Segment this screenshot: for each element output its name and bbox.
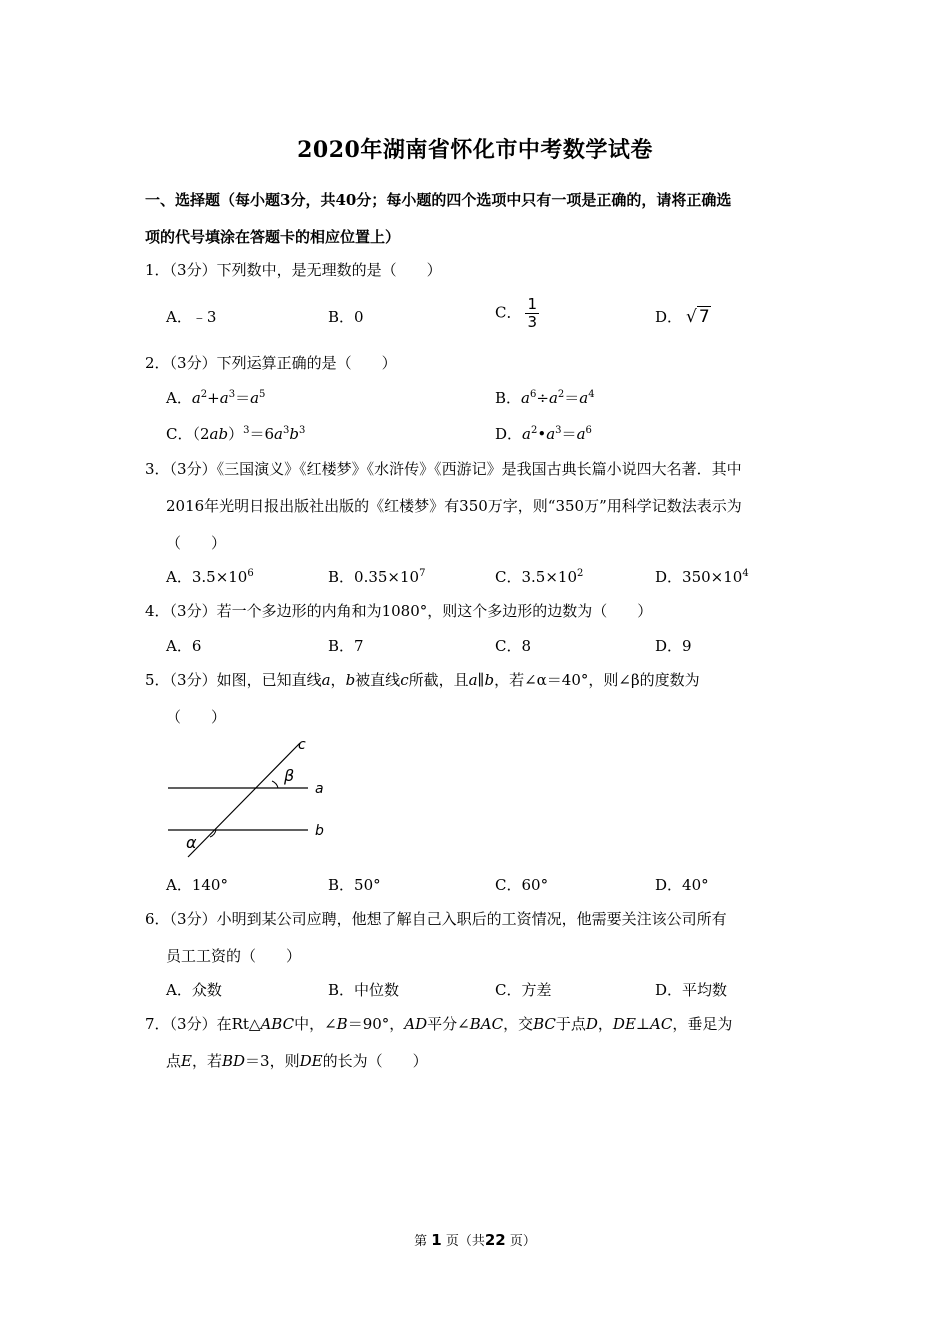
var-b: b <box>345 671 356 689</box>
q1-option-b: B．0 <box>328 308 364 326</box>
q2-stem: 2．（3分）下列运算正确的是（ ） <box>145 354 397 372</box>
var-de: DE <box>299 1052 323 1070</box>
q6-stem-line1: 6．（3分）小明到某公司应聘，他想了解自己入职后的工资情况，他需要关注该公司所有 <box>145 910 727 928</box>
q3-stem-line1: 3．（3分）《三国演义》《红楼梦》《水浒传》《西游记》是我国古典长篇小说四大名著．其中 <box>145 460 742 478</box>
q1-option-d-prefix: D． <box>655 308 683 326</box>
q1-option-d <box>655 307 711 327</box>
q5-stem-text: 5．（3分）如图，已知直线 <box>145 671 322 689</box>
q1-option-c <box>495 296 539 331</box>
fraction-denominator: 3 <box>527 313 538 331</box>
q4-stem: 4．（3分）若一个多边形的内角和为1080°，则这个多边形的边数为（ ） <box>145 602 653 620</box>
q7-stem-line1 <box>145 1014 732 1034</box>
q7-text: ，交 <box>503 1015 534 1033</box>
var-bac: BAC <box>469 1015 504 1033</box>
q2-option-c: C．$(2ab)^3=6a^3b^3$ <box>166 425 306 443</box>
q2-option-c-prefix: C． <box>166 425 193 443</box>
var-abc: ABC <box>260 1015 295 1033</box>
q5-stem-line2: （ ） <box>166 708 227 726</box>
q2-option-d: D．$a^2•a^3=a^6$ <box>495 425 592 443</box>
q5-option-d: D．40° <box>655 876 709 894</box>
q7-text: 于点 <box>555 1015 586 1033</box>
q1-option-a: A．﹣3 <box>166 308 217 326</box>
q4-option-c: C．8 <box>495 637 532 655</box>
q7-text: 的长为（ ） <box>322 1052 428 1070</box>
q7-text: ，若 <box>191 1052 222 1070</box>
q7-text: 点 <box>166 1052 182 1070</box>
q3-option-b-text: B．0.35×10 <box>328 568 420 586</box>
footer-text: 第 <box>414 1234 428 1249</box>
angle-beta-arc <box>272 781 278 788</box>
var-e: E <box>181 1052 192 1070</box>
q2-option-a-prefix: A． <box>166 389 192 407</box>
q3-option-b <box>328 567 425 587</box>
fraction <box>525 296 539 331</box>
q5-option-c: C．60° <box>495 876 549 894</box>
page-title: 2020年湖南省怀化市中考数学试卷 <box>297 137 653 163</box>
q7-text: 平分∠ <box>427 1015 470 1033</box>
q5-stem-text: 所截，且 <box>408 671 469 689</box>
var-b-angle: B <box>336 1015 348 1033</box>
section-heading-line2: 项的代号填涂在答题卡的相应位置上） <box>145 228 401 246</box>
q3-option-b-exponent: 7 <box>419 568 426 579</box>
label-a: a <box>315 781 324 797</box>
perp-symbol: ⊥ <box>635 1015 651 1033</box>
var-de: DE <box>612 1015 636 1033</box>
comma: ， <box>597 1015 613 1033</box>
sqrt-expression: √ 7 <box>686 307 710 327</box>
q3-option-a <box>166 567 254 587</box>
q6-option-a: A．众数 <box>166 981 222 999</box>
q5-option-a: A．140° <box>166 876 228 894</box>
q1-stem: 1．（3分）下列数中，是无理数的是（ ） <box>145 261 442 279</box>
var-d: D <box>585 1015 598 1033</box>
q6-option-d: D．平均数 <box>655 981 728 999</box>
line-c <box>188 743 300 857</box>
label-b: b <box>315 823 324 839</box>
q4-option-d: D．9 <box>655 637 692 655</box>
radicand: 7 <box>698 307 710 327</box>
q3-option-d <box>655 567 749 587</box>
var-bc: BC <box>533 1015 556 1033</box>
q3-option-c-exponent: 2 <box>577 568 584 579</box>
q5-option-b: B．50° <box>328 876 381 894</box>
q6-option-b: B．中位数 <box>328 981 400 999</box>
comma: ， <box>330 671 346 689</box>
parallel-lines-figure <box>160 735 340 860</box>
label-beta: β <box>284 766 295 785</box>
q3-option-a-exponent: 6 <box>247 568 254 579</box>
q7-text: 7．（3分）在Rt△ <box>145 1015 261 1033</box>
var-ac: AC <box>650 1015 673 1033</box>
q3-stem-line3: （ ） <box>166 534 227 552</box>
q7-stem-line2 <box>166 1051 428 1071</box>
q2-option-d-prefix: D． <box>495 425 523 443</box>
var-bd: BD <box>221 1052 246 1070</box>
q3-option-c <box>495 567 583 587</box>
q4-option-a: A．6 <box>166 637 202 655</box>
q5-stem-text: 被直线 <box>355 671 401 689</box>
page-footer <box>0 1230 950 1249</box>
q2-option-b: B．$a^6\div a^2=a^4$ <box>495 389 595 407</box>
q2-option-a: A．$a^2+a^3=a^5$ <box>166 389 266 407</box>
var-c: c <box>400 671 409 689</box>
q1-option-c-prefix: C． <box>495 303 522 322</box>
var-ad: AD <box>404 1015 428 1033</box>
footer-text: 页（共 <box>445 1234 485 1249</box>
parallel-expression: a∥b <box>468 671 495 689</box>
q3-option-d-text: D．350×10 <box>655 568 743 586</box>
footer-text: 页） <box>509 1234 536 1249</box>
page-number: 1 <box>431 1231 442 1249</box>
q3-option-c-text: C．3.5×10 <box>495 568 577 586</box>
total-pages: 22 <box>484 1231 506 1249</box>
var-a: a <box>321 671 331 689</box>
q5-stem-line1 <box>145 670 700 690</box>
q3-option-a-text: A．3.5×10 <box>166 568 248 586</box>
q7-text: ＝3，则 <box>245 1052 300 1070</box>
label-alpha: α <box>186 833 197 852</box>
q6-stem-line2: 员工工资的（ ） <box>166 947 302 965</box>
q3-option-d-exponent: 4 <box>742 568 749 579</box>
fraction-numerator: 1 <box>527 295 538 313</box>
q6-option-c: C．方差 <box>495 981 552 999</box>
q4-option-b: B．7 <box>328 637 364 655</box>
q7-text: 中，∠ <box>294 1015 337 1033</box>
q5-stem-text: ，若∠α＝40°，则∠β的度数为 <box>494 671 700 689</box>
q7-text: ＝90°， <box>347 1015 405 1033</box>
section-heading-line1: 一、选择题（每小题3分，共40分；每小题的四个选项中只有一项是正确的，请将正确选 <box>145 191 732 209</box>
label-c: c <box>298 737 306 753</box>
q3-stem-line2: 2016年光明日报出版社出版的《红楼梦》有350万字，则“350万”用科学记数法表示为 <box>166 497 742 515</box>
q2-option-b-prefix: B． <box>495 389 522 407</box>
q7-text: ，垂足为 <box>672 1015 733 1033</box>
